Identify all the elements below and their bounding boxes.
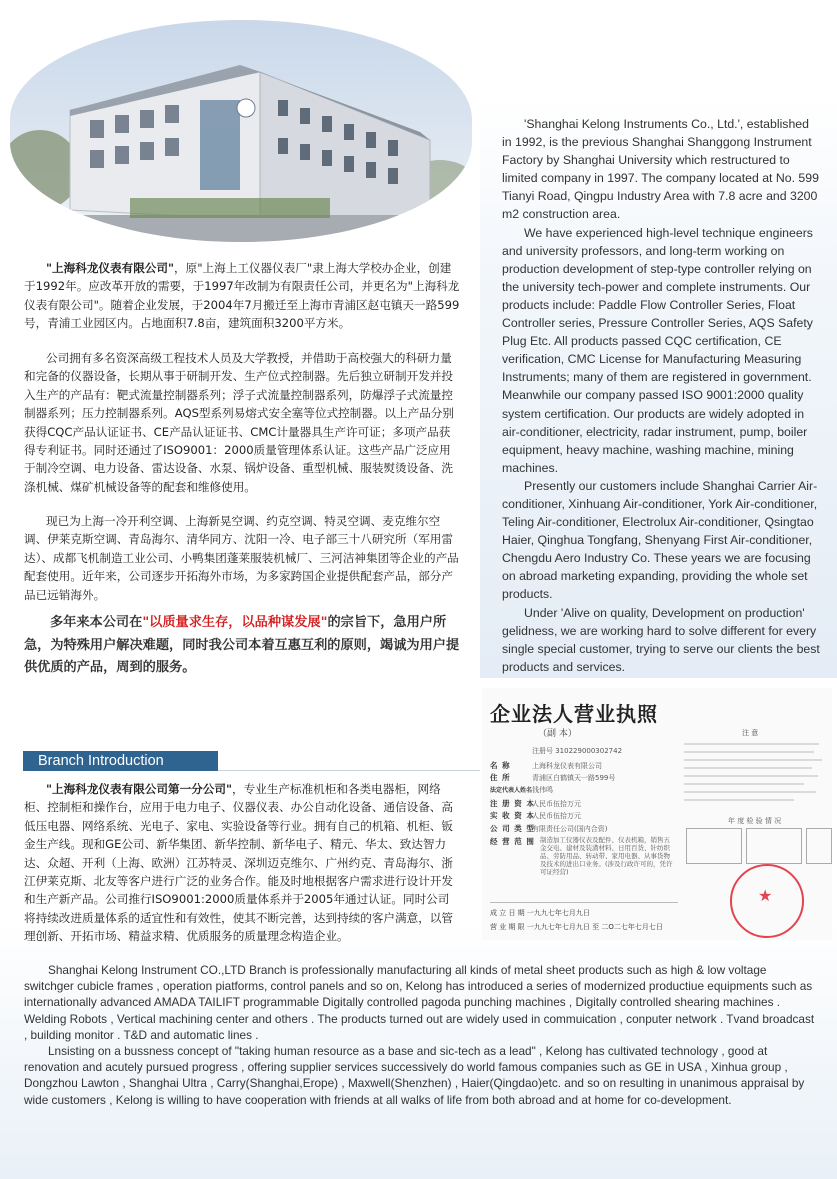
chinese-intro-paragraph-2 xyxy=(24,349,460,496)
branch-english-text xyxy=(24,962,816,1108)
english-intro-column xyxy=(502,115,820,676)
company-name-quote: "上海科龙仪表有限公司" xyxy=(46,261,175,275)
license-title: 企业法人营业执照 xyxy=(490,702,658,726)
branch-english-paragraph-1: Shanghai Kelong Instrument CO.,LTD Branch is professionally manufacturing all kinds of metal sheet products such as high & low voltage switchger cubicle frames , operation piatforms, control panels and so on, Kelong has introduced a series of modernized productiue equipments such as internationally advanced AMADA TAILIFT programmable Digitally controlled pagoda punching machines , Digitally controlled shearing machines . Welding Robots , Vertical machining center and others . The products turned out are widely used in commuication , conputer network . Tvand broadcast , building monitor . T&D and automatic lines . xyxy=(24,963,815,1042)
license-annual-inspection: 年 度 检 验 情 况 xyxy=(728,817,782,825)
chinese-intro-paragraph-1 xyxy=(24,259,460,333)
branch-introduction-heading: Branch Introduction xyxy=(23,751,218,771)
license-notes-title: 注 意 xyxy=(742,729,759,737)
chinese-intro-text-2: 公司拥有多名资深高级工程技术人员及大学教授，并借助于高校强大的科研力量和完备的仪器设备，长期从事于研制开发、生产位式控制器。先后独立研制开发并投入生产的产品有：靶式流量控制器系列；浮子式流量控制器系列，防爆浮子式流量控制器系列；压力控制器系列。AQS型系列易熔式安全塞等位式控制器。以上产品分别获得CQC产品认证证书、CE产品认证证书、CMC计量器具生产许可证；多项产品获得专利证书。同时还通过了ISO9001：2000质量管理体系认证。这些产品广泛应用于制冷空调、电力设备、雷达设备、水泵、锅炉设备、重型机械、服装熨烫设备、洗涤机械、煤矿机械设备等的配套和维修使用。 xyxy=(24,351,454,494)
branch-chinese-paragraph xyxy=(24,780,458,946)
seal-star-icon: ★ xyxy=(758,886,773,905)
english-paragraph-3: Presently our customers include Shanghai Carrier Air-conditioner, Xinhuang Air-conditioner, York Air-conditioner, Teling Air-conditioner, Electrolux Air-conditioner, Qsingtao Haier, Qinghua Tongfang, Shenyang First Air-conditioner, Chengdu Aero Industry Co. These years we are focusing on abroad marketing expanding, providing the whole set products. xyxy=(502,478,818,602)
license-notes-lines xyxy=(684,740,824,814)
branch-chinese-text: ，专业生产标准机柜和各类电器柜，网络柜、控制柜和操作台，应用于电力电子、仪器仪表、办公自动化设备、通信设备、高低压电器、网络系统、光电子、家电、实验设备等行业。拥有自己的机箱、机柜、钣金生产线。现和GE公司、新华集团、新华控制、新华电子、精元、华太、致达智力达、众超、开利（上海、欧洲）江苏特灵、深圳迈克维尔、广州约克、青岛海尔、浙江伊莱克斯、北友等客户进行广泛的业务合作。能及时地根据客户需求进行设计开发和生产新产品。公司推行ISO9001:2000质量体系并于2005年通过认证。同时公司将持续改进质量体系的适宜性和有效性，使其不断完善，达到持续的客户满意，以管理创新、开拓市场、精益求精、优质服务的质量理念构造企业。 xyxy=(24,782,453,944)
chinese-intro-text-3: 现已为上海一冷开利空调、上海新晃空调、约克空调、特灵空调、麦克维尔空调、伊莱克斯空调、青岛海尔、清华同方、沈阳一冷、电子部三十八研究所（军用雷达）、成都飞机制造工业公司、小鸭集团蓬莱服装机械厂、三河洁神集团等企业的产品配套使用。近年来，公司逐步开拓海外市场，为多家跨国企业提供配套产品，部分产品已远销海外。 xyxy=(24,514,459,602)
license-row: 名 称 上海科龙仪表有限公司 xyxy=(490,761,602,770)
branch-english-paragraph-2: Lnsisting on a bussness concept of "taking human resource as a base and sic-tech as a lead" , Kelong has cultivated technology , good at renovation and acutely pursued progress , offering supplier services successively do world famous companies such as GE in USA , Xinhua group , Dongzhou Lawton , Shanghai Ultra , Carry(Shanghai,Erope) , Maxwell(Shenzhen) , Haier(Qingdao)etc. and so on resulting in unanimous appraisal by wide customers , Kelong is willing to have cooperation with friends at all walks of life from both abroad and at home for co-development. xyxy=(24,1044,805,1107)
license-subtitle: （副 本） xyxy=(538,729,577,739)
license-inspection-box xyxy=(746,828,802,864)
license-row: 实 收 资 本人民币伍拾万元 xyxy=(490,811,581,820)
motto-quote: "以质量求生存，以品种谋发展" xyxy=(142,615,328,630)
branch-company-quote: "上海科龙仪表有限公司第一分公司" xyxy=(46,782,232,796)
english-paragraph-4: Under 'Alive on quality, Development on production' gelidness, we are working hard to solve different for every single special customer, trying to serve our clients the best products and services. xyxy=(502,605,820,674)
license-row: 公 司 类 型有限责任公司(国内合资) xyxy=(490,824,608,833)
license-reg-number: 注册号 310229000302742 xyxy=(532,747,623,755)
business-license-image xyxy=(482,688,832,940)
english-paragraph-2: We have experienced high-level technique engineers and university professors, and long-term working on production development of step-type controller relying on the university tech-power and complete instruments. Our products include: Paddle Flow Controller Series, Float Controller series, Pressure Controller Series, AQS Safety Plug Etc. All products passed CQC certification, CE verification, CMC License for Manufacturing Measuring Instruments; many of them are registered in government. Meanwhile our company passed ISO 9001:2000 quality system certification. Our products are widely adopted in air-conditioner, electricity, radar instrument, pump, boiler equipment, heavy machine, washing machine, mining machines. xyxy=(502,225,813,475)
chinese-intro-paragraph-3 xyxy=(24,512,460,604)
license-term: 营 业 期 限 一九九七年七月九日 至 二O二七年七月七日 xyxy=(490,923,663,931)
license-divider xyxy=(490,902,678,903)
heading-divider xyxy=(218,770,480,771)
motto-pre: 多年来本公司在 xyxy=(50,615,143,630)
license-row: 住 所 青浦区白鹤镇天一路599号 xyxy=(490,773,616,782)
motto-paragraph xyxy=(24,612,460,680)
license-inspection-box xyxy=(686,828,742,864)
license-row: 注 册 资 本人民币伍拾万元 xyxy=(490,799,581,808)
license-inspection-box xyxy=(806,828,832,864)
english-paragraph-1: 'Shanghai Kelong Instruments Co., Ltd.', established in 1992, is the previous Shanghai Shanggong Instrument Factory by Shanghai University which restructured to limited company in 1997. The company located at No. 599 Tianyi Road, Qingpu Industry Area with 7.8 acre and 3200 m2 construction area. xyxy=(502,117,819,222)
motto-post: 的宗旨下，急用户所急，为特殊用户解决难题，同时我公司本着互惠互利的原则，竭诚为用户提供优质的产品，周到的服务。 xyxy=(24,615,460,675)
chinese-intro-text-1: ，原"上海上工仪器仪表厂"隶上海大学校办企业，创建于1992年。应改革开放的需要，于1997年改制为有限责任公司，并更名为"上海科龙仪表有限公司"。随着企业发展，于2004年7月搬迁至上海市青浦区赵屯镇天一路599号，青浦工业园区内。占地面积7.8亩，建筑面积3200平方米。 xyxy=(24,261,460,331)
license-row: 法定代表人姓名钱伟鸣 xyxy=(490,786,553,794)
factory-building-photo xyxy=(10,20,472,242)
license-established-date: 成 立 日 期 一九九七年七月九日 xyxy=(490,909,590,917)
license-business-scope: 制造加工仪器仪表及配件、仪表机箱，销售五金交电、建材及装潢材料、日用百货、针纺织品、劳防用品、转动带、家用电器、从事货物及技术的进出口业务。(涉及行政许可的，凭许可证经营) xyxy=(540,836,673,876)
license-row: 经 营 范 围 xyxy=(490,837,535,846)
